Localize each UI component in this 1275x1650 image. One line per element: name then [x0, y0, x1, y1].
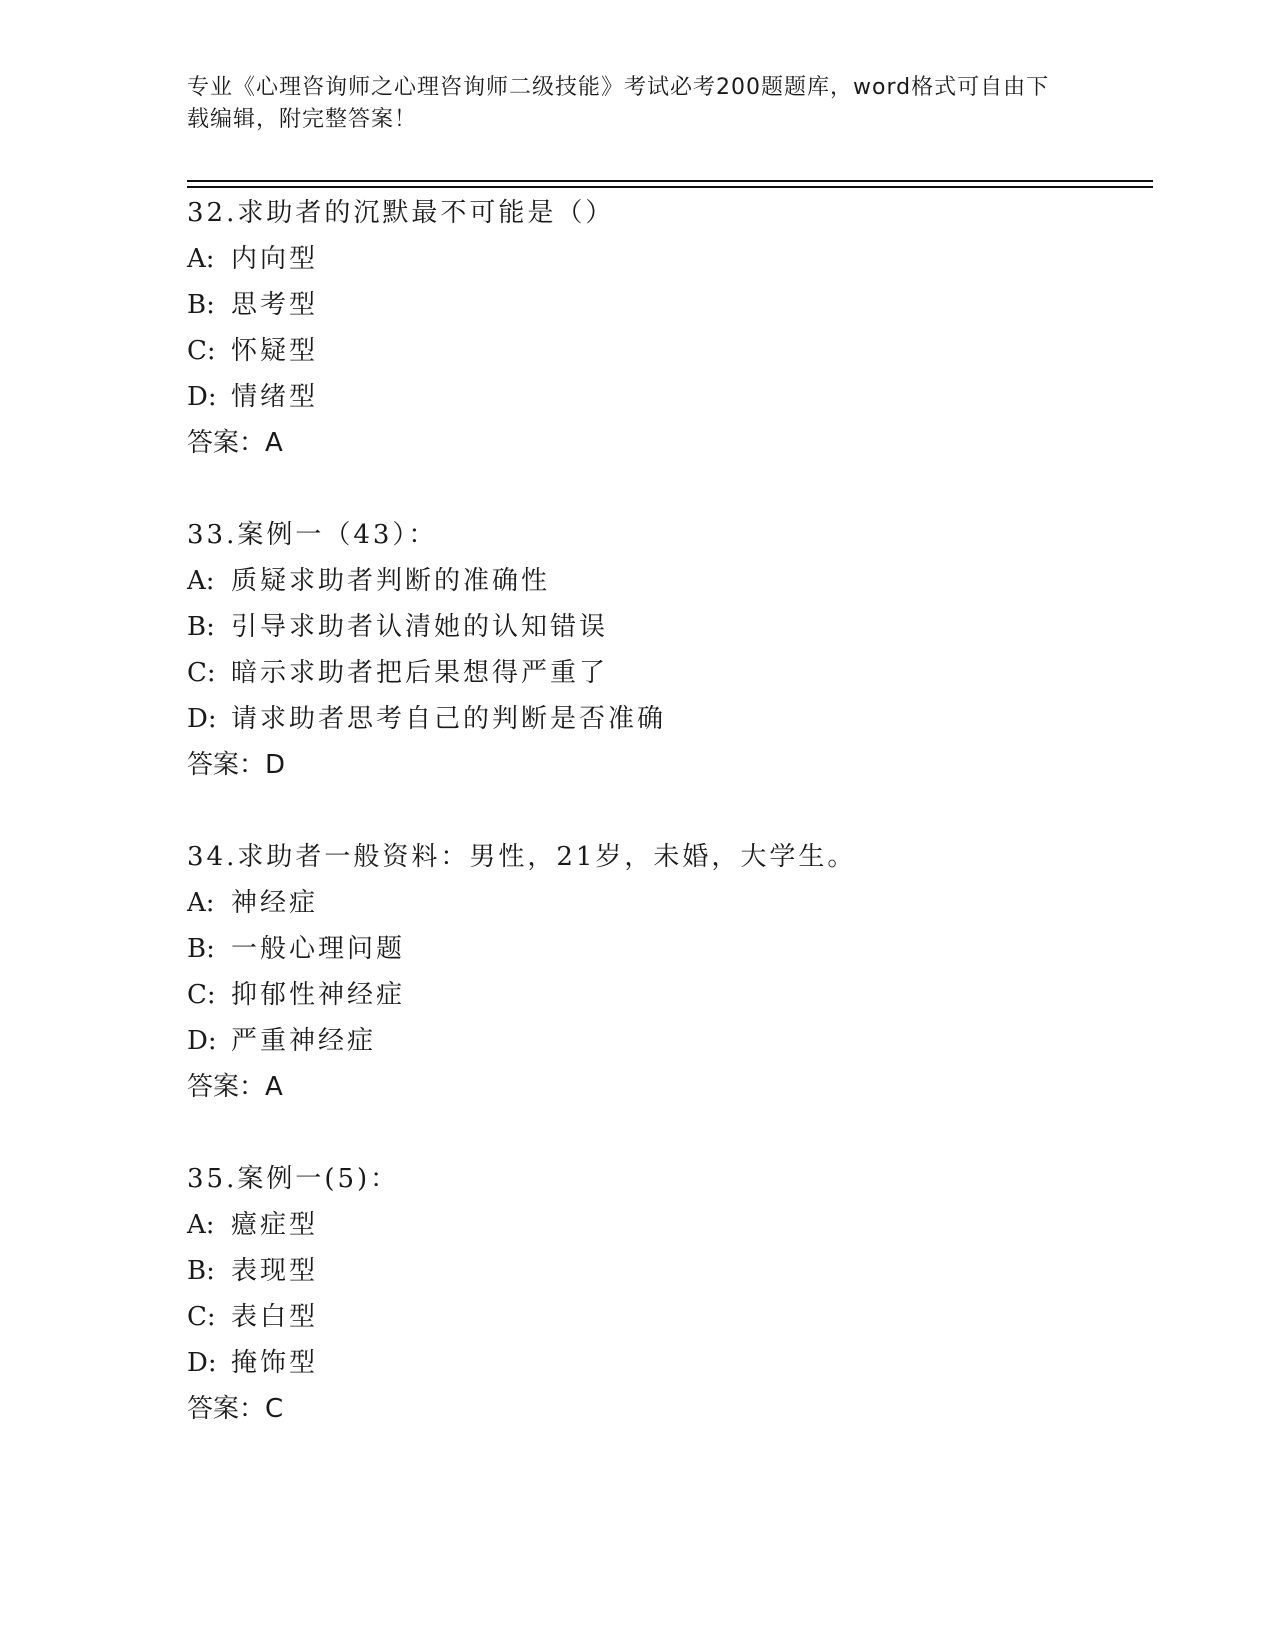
option-key: C:: [187, 1302, 216, 1332]
option-text: 情绪型: [231, 382, 319, 412]
option-key: D:: [187, 1026, 217, 1056]
option-key: B:: [187, 934, 215, 964]
answer: 答案：D: [187, 750, 286, 780]
answer: 答案：A: [187, 428, 283, 458]
option-key: C:: [187, 980, 216, 1010]
option-key: A:: [187, 244, 215, 274]
option-text: 癔症型: [231, 1210, 319, 1240]
question-stem: 35.案例一(5)：: [187, 1164, 400, 1194]
header-divider-bottom: [187, 186, 1153, 188]
option-b: [187, 1248, 1153, 1294]
document-header: 专业《心理咨询师之心理咨询师二级技能》考试必考200题题库，word格式可自由下载编辑，附完整答案！: [187, 75, 1050, 132]
option-text: 引导求助者认清她的认知错误: [231, 612, 609, 642]
question-35: [187, 1156, 1153, 1432]
option-text: 表现型: [231, 1256, 319, 1286]
option-a: [187, 558, 1153, 604]
option-text: 表白型: [231, 1302, 319, 1332]
option-text: 请求助者思考自己的判断是否准确: [231, 704, 667, 734]
question-stem: 32.求助者的沉默最不可能是（）: [187, 198, 615, 228]
option-text: 抑郁性神经症: [231, 980, 406, 1010]
question-list: [187, 190, 1153, 1478]
option-text: 思考型: [231, 290, 319, 320]
option-d: [187, 1340, 1153, 1386]
option-a: [187, 880, 1153, 926]
option-key: B:: [187, 612, 215, 642]
option-b: [187, 926, 1153, 972]
option-key: B:: [187, 290, 215, 320]
answer: 答案：A: [187, 1072, 283, 1102]
option-d: [187, 696, 1153, 742]
option-text: 质疑求助者判断的准确性: [231, 566, 551, 596]
question-stem: 33.案例一（43）：: [187, 520, 438, 550]
option-key: A:: [187, 566, 215, 596]
option-key: D:: [187, 704, 217, 734]
option-d: [187, 1018, 1153, 1064]
option-b: [187, 282, 1153, 328]
option-text: 神经症: [231, 888, 319, 918]
option-text: 怀疑型: [231, 336, 319, 366]
option-c: [187, 328, 1153, 374]
option-key: C:: [187, 336, 216, 366]
option-d: [187, 374, 1153, 420]
option-text: 暗示求助者把后果想得严重了: [231, 658, 609, 688]
question-stem: 34.求助者一般资料：男性，21岁，未婚，大学生。: [187, 842, 857, 872]
option-b: [187, 604, 1153, 650]
option-key: A:: [187, 888, 215, 918]
option-key: C:: [187, 658, 216, 688]
option-text: 严重神经症: [231, 1026, 377, 1056]
option-key: D:: [187, 1348, 217, 1378]
option-a: [187, 236, 1153, 282]
option-key: D:: [187, 382, 217, 412]
option-key: A:: [187, 1210, 215, 1240]
option-c: [187, 650, 1153, 696]
option-a: [187, 1202, 1153, 1248]
question-32: [187, 190, 1153, 466]
option-text: 一般心理问题: [231, 934, 406, 964]
question-34: [187, 834, 1153, 1110]
option-key: B:: [187, 1256, 215, 1286]
question-33: [187, 512, 1153, 788]
option-text: 掩饰型: [231, 1348, 319, 1378]
option-c: [187, 972, 1153, 1018]
header-divider-top: [187, 180, 1153, 182]
option-text: 内向型: [231, 244, 319, 274]
answer: 答案：C: [187, 1394, 284, 1424]
option-c: [187, 1294, 1153, 1340]
